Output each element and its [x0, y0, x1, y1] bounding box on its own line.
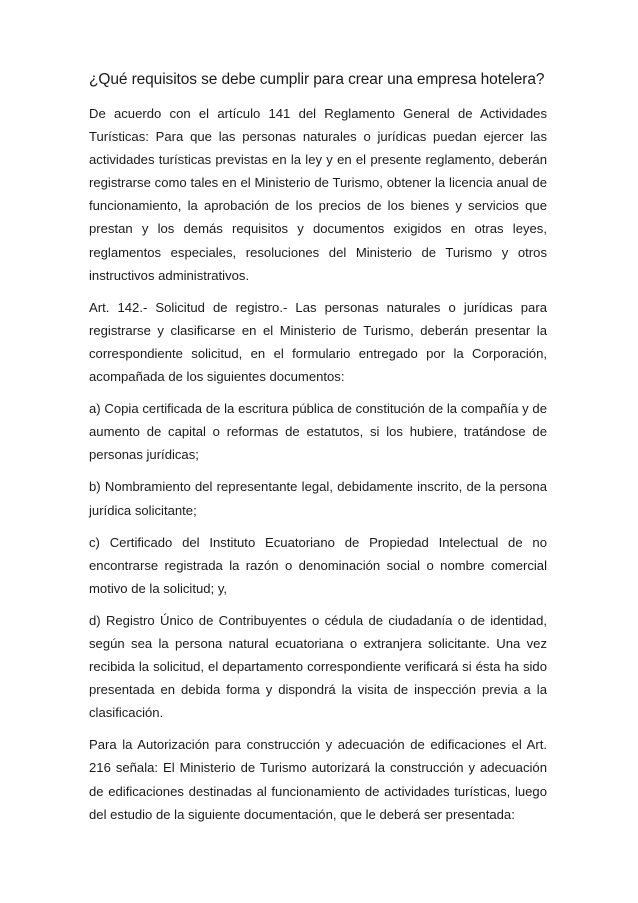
paragraph-item-a: a) Copia certificada de la escritura pública de constitución de la compañía y de aumento de capital o reformas de estatutos, si los hubiere, tratándose de personas jurídicas; [89, 401, 547, 463]
paragraph-article-216: Para la Autorización para construcción y adecuación de edificaciones el Art. 216 señala: El Ministerio de Turismo autorizará la construcción y adecuación de edificaciones destinadas al funcionamiento de actividades turísticas, luego del estudio de la siguiente documentación, que le deberá ser presentada: [89, 737, 547, 822]
paragraph-item-b: b) Nombramiento del representante legal, debidamente inscrito, de la persona jurídica solicitante; [89, 479, 547, 518]
document-title: ¿Qué requisitos se debe cumplir para crear una empresa hotelera? [89, 71, 545, 88]
document-page [89, 69, 547, 835]
paragraph-item-c: c) Certificado del Instituto Ecuatoriano de Propiedad Intelectual de no encontrarse registrada la razón o denominación social o nombre comercial motivo de la solicitud; y, [89, 534, 547, 596]
paragraph-item-d: d) Registro Único de Contribuyentes o cédula de ciudadanía o de identidad, según sea la persona natural ecuatoriana o extranjera solicitante. Una vez recibida la solicitud, el departamento correspondiente verificará si ésta ha sido presentada en debida forma y dispondrá la visita de inspección previa a la clasificación. [89, 612, 547, 721]
paragraph-article-141: De acuerdo con el artículo 141 del Reglamento General de Actividades Turísticas: Para que las personas naturales o jurídicas puedan ejercer las actividades turísticas previstas en la ley y en el presente reglamento, deberán registrarse como tales en el Ministerio de Turismo, obtener la licencia anual de funcionamiento, la aprobación de los precios de los bienes y servicios que prestan y los demás requisitos y documentos exigidos en otras leyes, reglamentos especiales, resoluciones del Ministerio de Turismo y otros instructivos administrativos. [89, 106, 547, 283]
paragraph-article-142: Art. 142.- Solicitud de registro.- Las personas naturales o jurídicas para registrarse y clasificarse en el Ministerio de Turismo, deberán presentar la correspondiente solicitud, en el formulario entregado por la Corporación, acompañada de los siguientes documentos: [89, 299, 547, 385]
